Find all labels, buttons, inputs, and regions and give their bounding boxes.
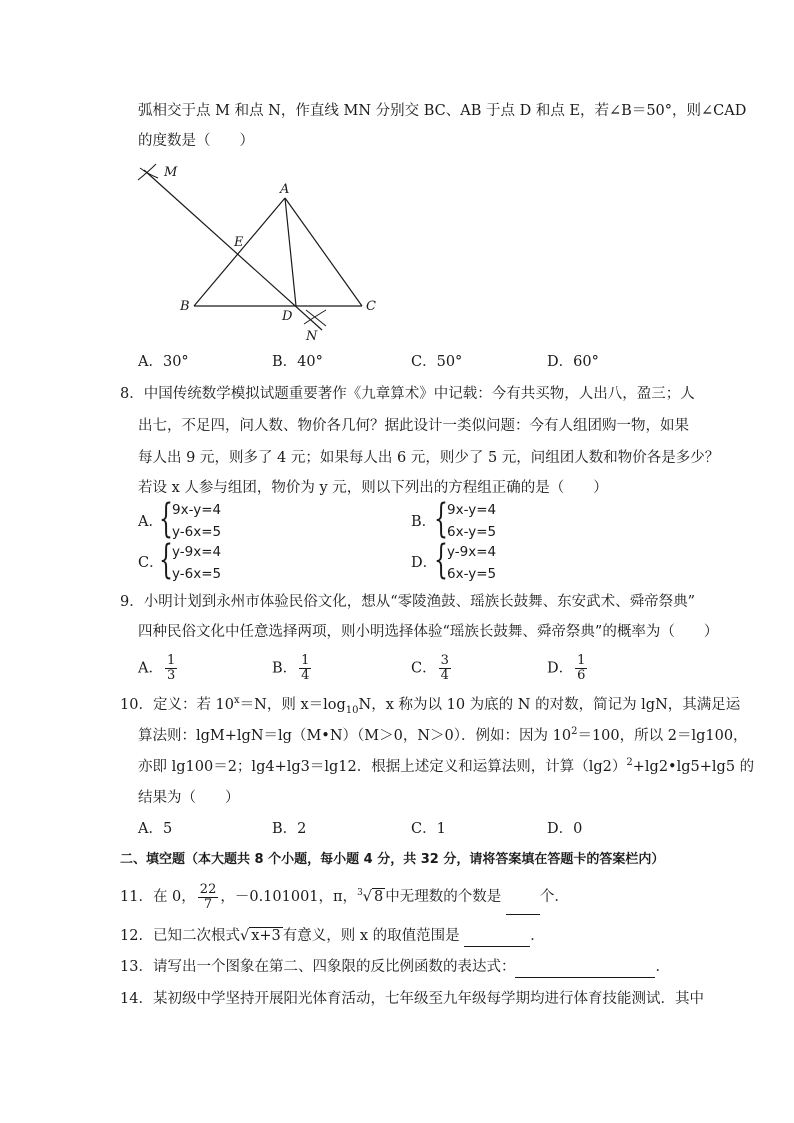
q10-l2-a: 算法则：lgM+lgN＝lg（M•N）（M＞0，N＞0）．例如：因为 10 bbox=[138, 728, 572, 744]
q9-option-b bbox=[272, 654, 313, 683]
q8-option-c-eq1: y-9x=4 bbox=[172, 544, 222, 560]
q10-l1-a: 10．定义：若 10 bbox=[120, 697, 235, 713]
q9-option-a-num: 1 bbox=[166, 653, 176, 668]
label-a: A bbox=[280, 182, 290, 197]
q10-option-c: C．1 bbox=[411, 821, 446, 837]
q9-option-c-num: 3 bbox=[440, 653, 449, 668]
label-n: N bbox=[306, 329, 318, 344]
brace-c: { bbox=[159, 537, 173, 583]
radical-sign-icon: √ bbox=[362, 889, 373, 905]
q10-l3-b: +lg2•lg5+lg5 的 bbox=[632, 759, 755, 775]
q11-radicand: 8 bbox=[374, 889, 384, 905]
side-ab bbox=[194, 198, 285, 306]
q11-mid: ，－0.101001，π， bbox=[220, 889, 358, 905]
q8-option-c-letter: C． bbox=[138, 555, 164, 571]
label-e: E bbox=[234, 235, 244, 250]
q10-l1-b: ＝N，则 x＝log bbox=[239, 697, 346, 713]
q8-stem-line-2: 出七，不足四，问人数、物价各几何？据此设计一类似问题：今有人组团购一物，如果 bbox=[138, 418, 689, 434]
q13-text: 13．请写出一个图象在第二、四象限的反比例函数的表达式： bbox=[120, 959, 516, 975]
q13-tail: ． bbox=[655, 959, 670, 975]
q12-suffix: 有意义，则 x 的取值范围是 bbox=[282, 928, 465, 944]
q9-option-a-den: 3 bbox=[166, 668, 176, 683]
q10-l3-a: 亦即 lg100＝2；lg4+lg3＝lg12．根据上述定义和运算法则，计算（lg2） bbox=[138, 759, 627, 775]
q10-option-b: B．2 bbox=[272, 821, 307, 837]
q12-answer-blank[interactable] bbox=[464, 926, 530, 947]
label-b: B bbox=[180, 299, 190, 314]
q7-option-b: B．40° bbox=[272, 354, 323, 370]
q8-option-b-letter: B． bbox=[411, 514, 437, 530]
q8-option-a-letter: A． bbox=[138, 514, 163, 530]
q11-frac-den: 7 bbox=[203, 896, 213, 912]
q11-root-index: 3 bbox=[357, 888, 363, 899]
q11-answer-blank[interactable] bbox=[506, 880, 540, 915]
q7-stem-line-2: 的度数是（ ） bbox=[138, 133, 254, 149]
q14-stem-line-1: 14．某初级中学坚持开展阳光体育活动，七年级至九年级每学期均进行体育技能测试．其中 bbox=[120, 991, 704, 1007]
q10-option-a: A．5 bbox=[138, 821, 173, 837]
q11-fraction bbox=[198, 883, 219, 912]
q7-option-d: D．60° bbox=[547, 354, 599, 370]
section-2-heading: 二、填空题（本大题共 8 个小题，每小题 4 分，共 32 分，请将答案填在答题卡的答案栏内） bbox=[120, 852, 665, 867]
q10-stem-line-4: 结果为（ ） bbox=[138, 790, 240, 806]
brace-b: { bbox=[434, 496, 448, 542]
q10-stem-line-2 bbox=[138, 726, 748, 746]
q9-option-c-fraction bbox=[439, 654, 451, 683]
brace-d: { bbox=[434, 537, 448, 583]
q8-option-b-eq2: 6x-y=5 bbox=[447, 524, 497, 540]
q7-option-c: C．50° bbox=[411, 354, 463, 370]
brace-a: { bbox=[159, 496, 173, 542]
q8-option-c-eq2: y-6x=5 bbox=[172, 566, 222, 582]
q9-option-c bbox=[411, 654, 453, 683]
q9-option-c-letter: C． bbox=[411, 660, 437, 677]
q10-l2-sup: 2 bbox=[571, 726, 578, 738]
q12-prefix: 12．已知二次根式 bbox=[120, 928, 240, 944]
q12-radicand: x+3 bbox=[251, 928, 281, 944]
q9-option-c-den: 4 bbox=[440, 668, 449, 683]
q10-l3-sup: 2 bbox=[626, 757, 633, 769]
q10-option-d: D．0 bbox=[547, 821, 583, 837]
segment-ad bbox=[285, 198, 296, 306]
radical-sign-icon: √ bbox=[239, 928, 250, 944]
q13-stem bbox=[120, 957, 670, 978]
q7-option-a: A．30° bbox=[138, 354, 189, 370]
q10-stem-line-1 bbox=[120, 695, 740, 715]
q11-stem bbox=[120, 880, 569, 915]
q9-option-d-fraction bbox=[575, 654, 587, 683]
side-ac bbox=[285, 198, 362, 306]
q11-tail: 个． bbox=[539, 889, 569, 905]
q11-frac-num: 22 bbox=[199, 881, 217, 897]
q9-option-d bbox=[547, 654, 589, 683]
q8-stem-line-4: 若设 x 人参与组团，物价为 y 元，则以下列出的方程组正确的是（ ） bbox=[138, 480, 608, 496]
q10-l1-c: N，x 称为以 10 为底的 N 的对数，简记为 lgN，其满足运 bbox=[358, 697, 741, 713]
q12-tail: ． bbox=[530, 928, 545, 944]
q9-option-b-num: 1 bbox=[301, 653, 310, 668]
q9-option-b-letter: B． bbox=[272, 660, 298, 677]
q9-option-a-letter: A． bbox=[138, 660, 163, 677]
q8-option-a-eq2: y-6x=5 bbox=[172, 524, 222, 540]
q9-option-d-num: 1 bbox=[577, 653, 586, 668]
q9-option-d-den: 6 bbox=[577, 668, 586, 683]
q9-option-a-fraction bbox=[165, 654, 177, 683]
q11-suffix: 中无理数的个数是 bbox=[385, 889, 506, 905]
label-d: D bbox=[282, 309, 293, 324]
q12-stem bbox=[120, 926, 545, 947]
q8-stem-line-3: 每人出 9 元，则多了 4 元；如果每人出 6 元，则少了 5 元，问组团人数和物价各是多少？ bbox=[138, 450, 720, 466]
q8-option-d-eq1: y-9x=4 bbox=[447, 544, 497, 560]
q9-option-a bbox=[138, 654, 179, 683]
q8-option-b-eq1: 9x-y=4 bbox=[447, 502, 497, 518]
q8-option-a-eq1: 9x-y=4 bbox=[172, 502, 222, 518]
q9-stem-line-2: 四种民俗文化中任意选择两项，则小明选择体验“瑶族长鼓舞、舜帝祭典”的概率为（ ） bbox=[138, 624, 719, 640]
q8-option-d-eq2: 6x-y=5 bbox=[447, 566, 497, 582]
q7-triangle-figure bbox=[130, 160, 390, 345]
label-m: M bbox=[164, 165, 178, 180]
q9-option-d-letter: D． bbox=[547, 660, 574, 677]
q8-option-d-letter: D． bbox=[411, 555, 438, 571]
q9-stem-line-1: 9．小明计划到永州市体验民俗文化，想从“零陵渔鼓、瑶族长鼓舞、东安武术、舜帝祭典” bbox=[120, 594, 696, 610]
q10-l2-b: ＝100，所以 2＝lg100， bbox=[577, 728, 748, 744]
q10-l1-sub: 10 bbox=[345, 704, 359, 716]
q11-prefix: 11．在 0， bbox=[120, 889, 196, 905]
q9-option-b-fraction bbox=[299, 654, 311, 683]
q10-stem-line-3 bbox=[138, 757, 754, 777]
label-c: C bbox=[366, 299, 376, 314]
q10-l1-sup: x bbox=[234, 695, 240, 707]
q9-option-b-den: 4 bbox=[301, 668, 310, 683]
q13-answer-blank[interactable] bbox=[515, 957, 655, 978]
q7-stem-line-1: 弧相交于点 M 和点 N，作直线 MN 分别交 BC、AB 于点 D 和点 E，若∠B＝50°，则∠CAD bbox=[138, 103, 747, 119]
q8-stem-line-1: 8．中国传统数学模拟试题重要著作《九章算术》中记载：今有共买物，人出八，盈三；人 bbox=[120, 386, 695, 402]
